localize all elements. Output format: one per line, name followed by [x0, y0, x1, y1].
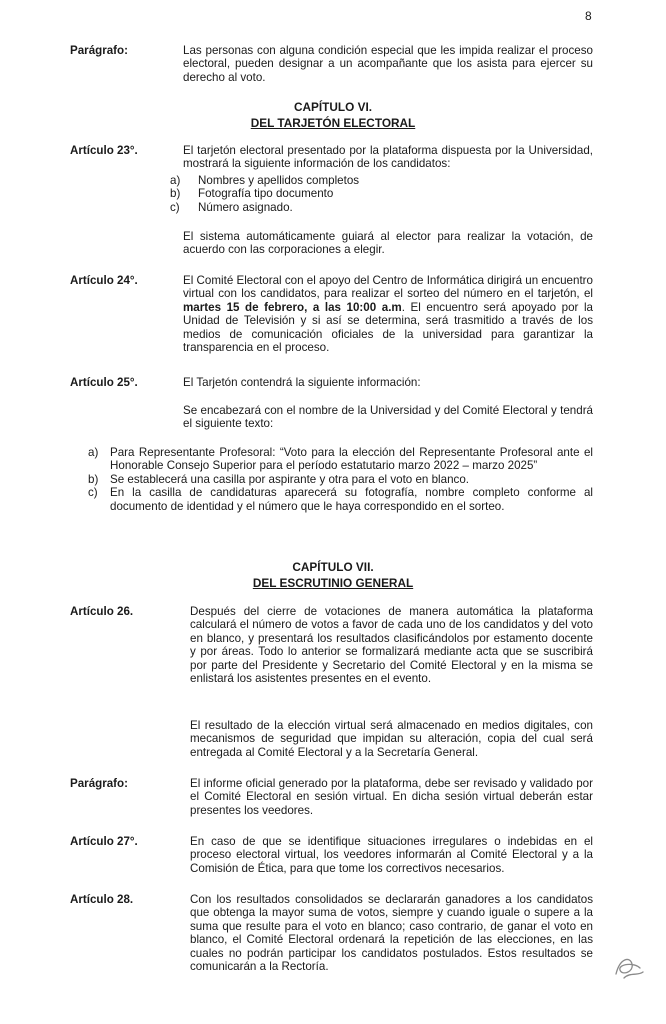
list-text: En la casilla de candidaturas aparecerá su fotografía, nombre completo conforme al documento de identidad y el número que le haya correspondido en el sorteo. — [110, 486, 593, 513]
art-23-closing: El sistema automáticamente guiará al elector para realizar la votación, de acuerdo con las corporaciones a elegir. — [183, 230, 593, 257]
chapter-6-title: CAPÍTULO VI. — [294, 100, 372, 114]
list-text: Nombres y apellidos completos — [198, 174, 360, 187]
paragrafo-2-text: El informe oficial generado por la plataforma, debe ser revisado y validado por el Comité Electoral en sesión virtual. En dicha sesión virtual deberán estar presentes los veedores. — [190, 777, 593, 817]
list-text: Se establecerá una casilla por aspirante y otra para el voto en blanco. — [110, 472, 469, 486]
art-24-label: Artículo 24°. — [70, 274, 138, 287]
list-marker: b) — [170, 187, 181, 201]
paragrafo-label: Parágrafo: — [70, 44, 128, 57]
list-item — [170, 174, 470, 187]
art-23-label: Artículo 23°. — [70, 144, 138, 157]
chapter-6-subtitle-wrap — [0, 116, 666, 131]
art-26-p2: El resultado de la elección virtual será almacenado en medios digitales, con mecanismos de seguridad que impidan su alteración, copia del cual será entregada al Comité Electoral y a la Secretaría General. — [190, 719, 593, 759]
art-24-text — [183, 274, 593, 354]
list-marker: c) — [170, 200, 180, 214]
chapter-6-subtitle: DEL TARJETÓN ELECTORAL — [250, 116, 416, 130]
art-23-list — [170, 174, 470, 214]
art-25-intro-2: Se encabezará con el nombre de la Universidad y del Comité Electoral y tendrá el siguiente texto: — [183, 404, 593, 431]
list-text: Número asignado. — [198, 200, 293, 214]
list-text: Fotografía tipo documento — [198, 187, 334, 201]
art-23-intro: El tarjetón electoral presentado por la plataforma dispuesta por la Universidad, mostrará la siguiente información de los candidatos: — [183, 144, 593, 171]
art-25-intro: El Tarjetón contendrá la siguiente información: — [183, 376, 421, 389]
chapter-7-subtitle-wrap — [0, 576, 666, 591]
art-24-text-before: El Comité Electoral con el apoyo del Centro de Informática dirigirá un encuentro virtual con los candidatos, para realizar el sorteo del número en el tarjetón, el — [183, 274, 593, 301]
list-item — [170, 187, 470, 200]
list-item — [170, 201, 470, 214]
list-marker: c) — [88, 486, 98, 500]
art-24-date: martes 15 de febrero, a las 10:00 a.m — [183, 300, 402, 314]
art-27-text: En caso de que se identifique situaciones irregulares o indebidas en el proceso electoral virtual, los veedores informarán al Comité Electoral y a la Comisión de Ética, para que tome los correctivos necesarios. — [190, 835, 593, 875]
list-text: Para Representante Profesoral: “Voto para la elección del Representante Profesoral ante el Honorable Consejo Superior para el período estatutario marzo 2022 – marzo 2025” — [110, 446, 593, 473]
paragrafo-2-label: Parágrafo: — [70, 777, 128, 790]
list-item — [88, 486, 593, 513]
art-26-p1: Después del cierre de votaciones de manera automática la plataforma calculará el número de votos a favor de cada uno de los candidatos y del voto en blanco, y presentará los resultados clasificándolos por estamento docente y por áreas. Todo lo anterior se formalizará mediante acta que se suscribirá por parte del Presidente y Secretario del Comité Electoral y en la misma se enlistará los asistentes presentes en el evento. — [190, 605, 593, 686]
art-28-text: Con los resultados consolidados se declararán ganadores a los candidatos que obtenga la mayor suma de votos, siempre y cuando iguale o supere a la suma que resulte para el voto en blanco; caso contrario, de ganar el voto en blanco, el Comité Electoral ordenará la repetición de las elecciones, en las cuales no podrán participar los candidatos postulados. Estos resultados se comunicarán a la Rectoría. — [190, 893, 593, 974]
list-marker: b) — [88, 472, 99, 486]
list-item — [88, 473, 593, 486]
chapter-7-subtitle: DEL ESCRUTINIO GENERAL — [252, 576, 414, 590]
paragrafo-text: Las personas con alguna condición especial que les impida realizar el proceso electoral, pueden designar a un acompañante que los asista para ejercer su derecho al voto. — [183, 44, 593, 84]
list-marker: a) — [88, 446, 99, 459]
list-marker: a) — [170, 174, 181, 187]
signature-mark — [612, 952, 646, 982]
art-25-list — [88, 446, 593, 513]
art-27-label: Artículo 27°. — [70, 835, 138, 848]
art-26-label: Artículo 26. — [70, 605, 134, 618]
list-item — [88, 446, 593, 473]
art-25-label: Artículo 25°. — [70, 376, 138, 389]
chapter-7-title: CAPÍTULO VII. — [292, 560, 374, 574]
page-number: 8 — [585, 9, 592, 23]
art-28-label: Artículo 28. — [70, 893, 134, 906]
art-24-text-after: . El encuentro será apoyado por la Unidad de Televisión y si así se determina, será trasmitido a través de los medios de comunicación oficiales de la universidad para garantizar la transparencia en el proceso. — [183, 300, 594, 355]
